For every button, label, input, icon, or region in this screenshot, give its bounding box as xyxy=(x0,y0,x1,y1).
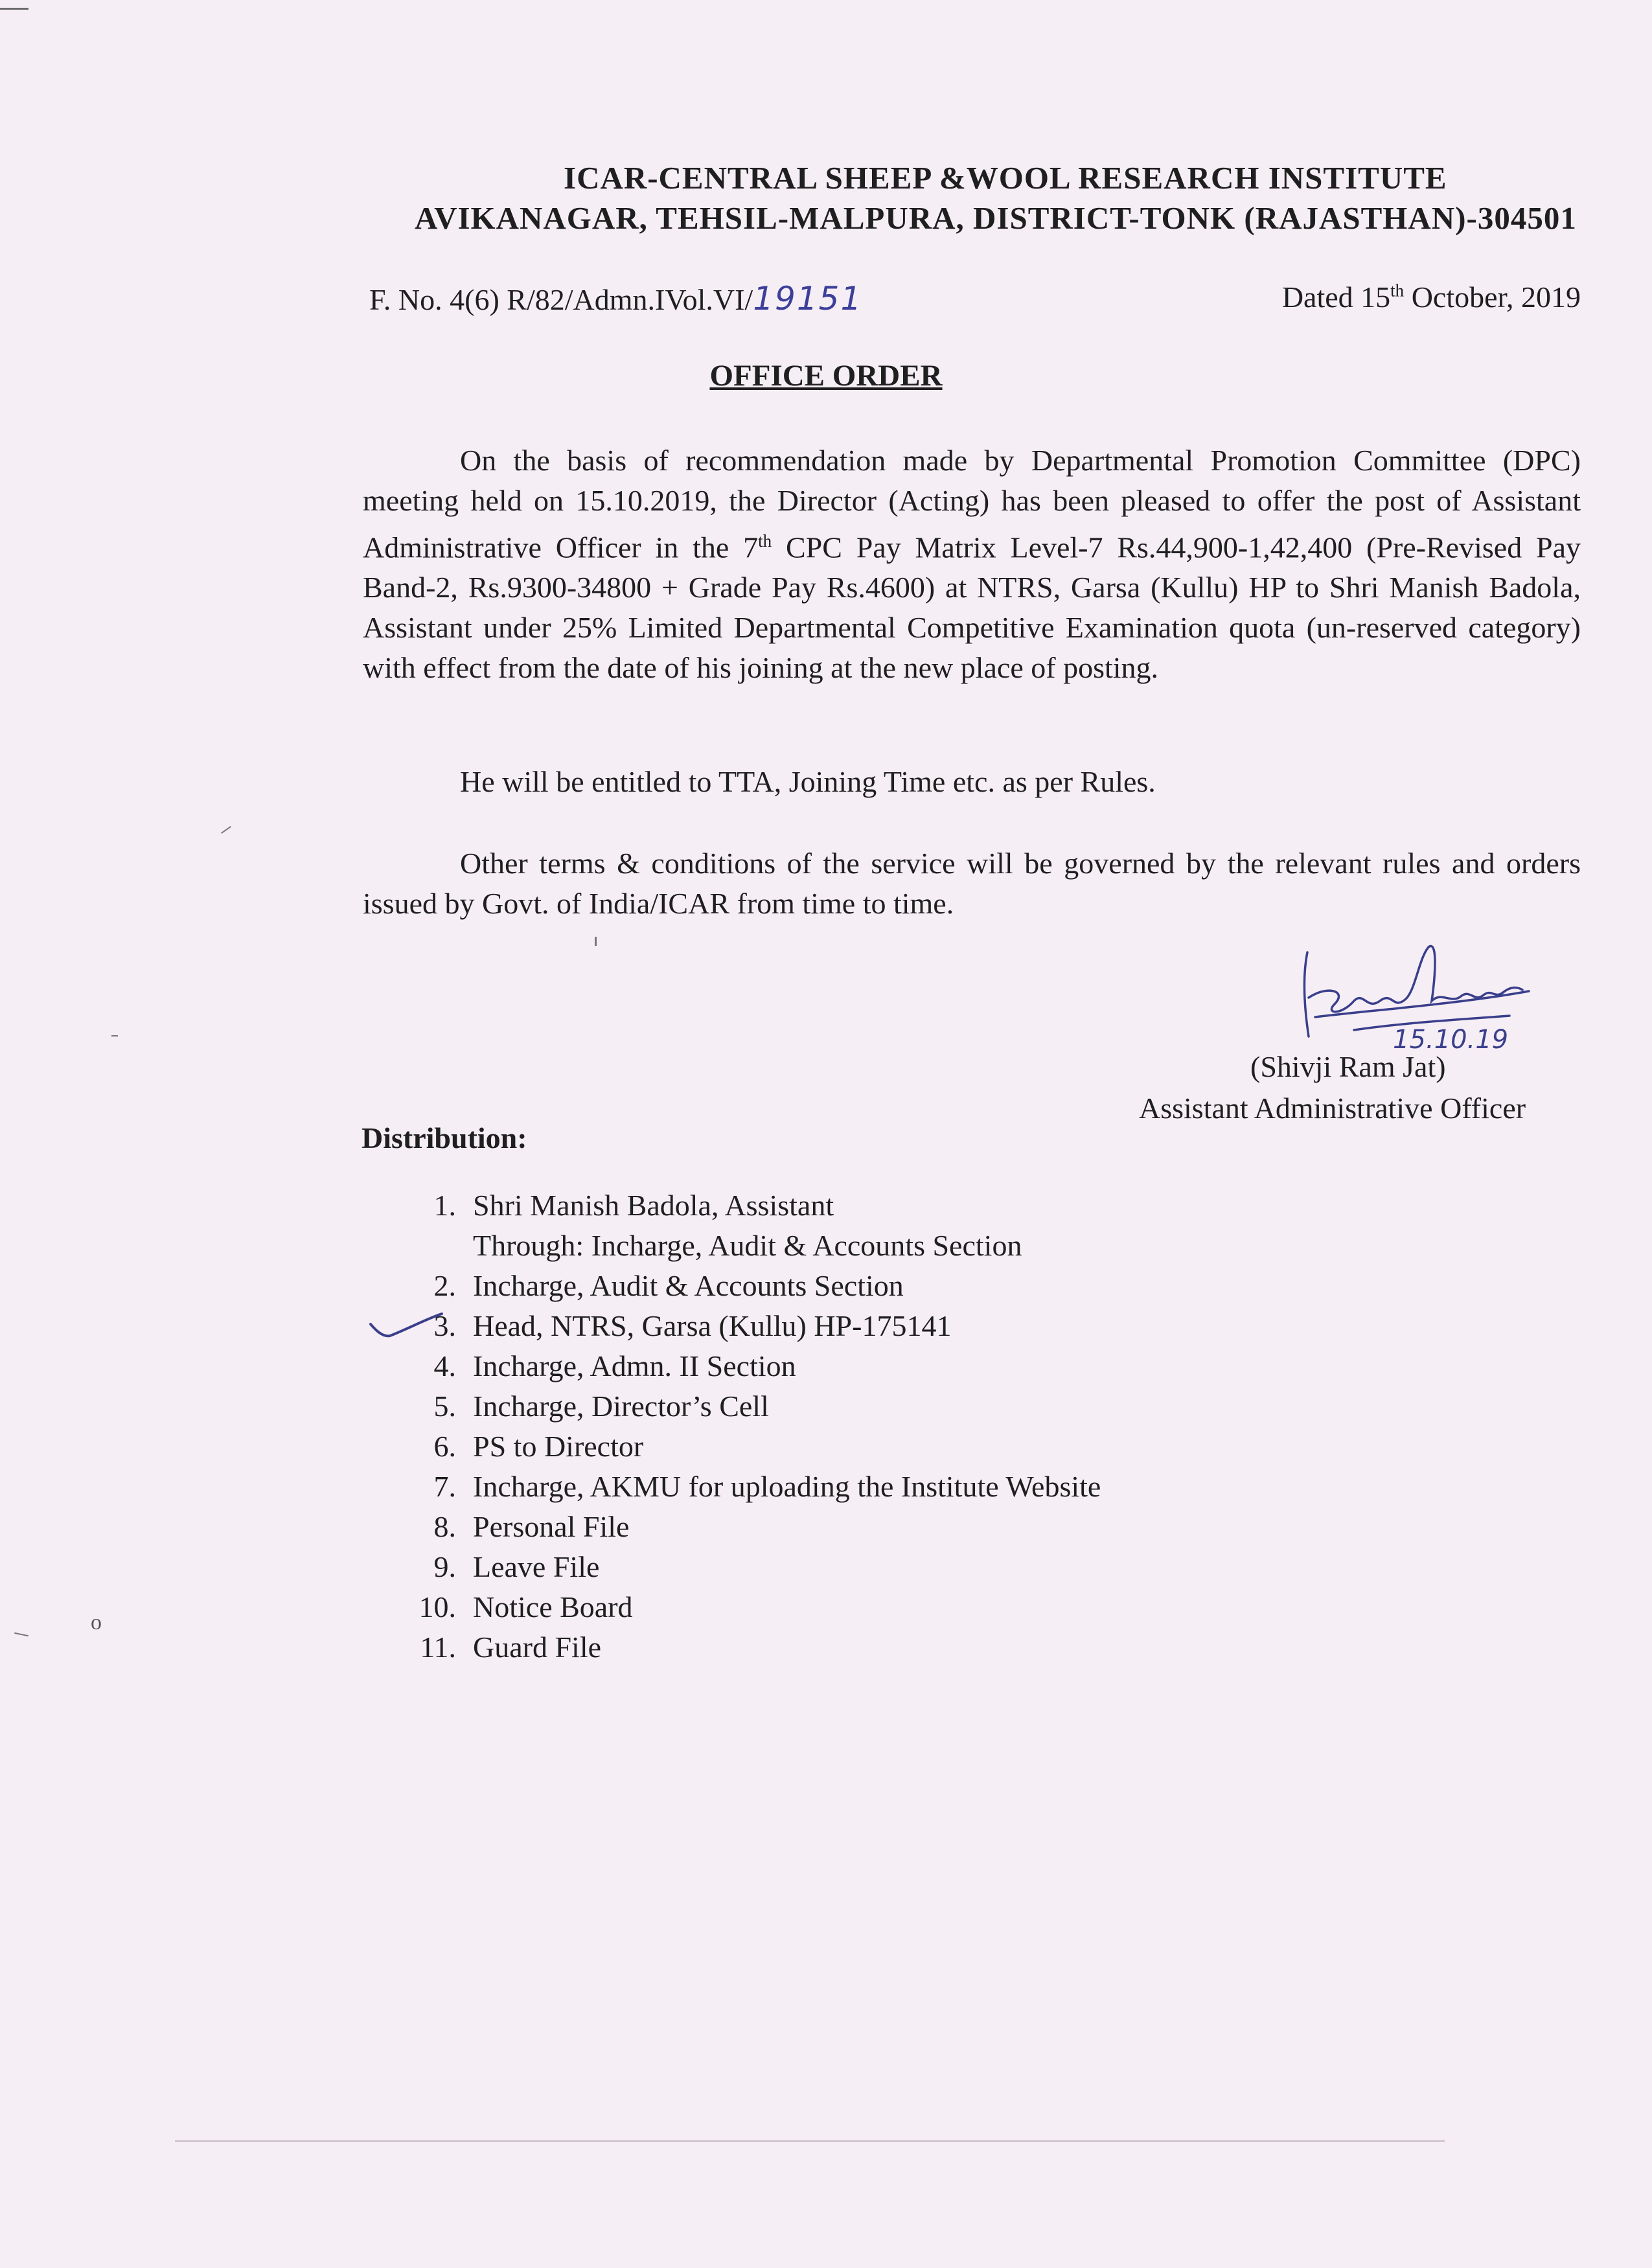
body-paragraph-1 xyxy=(363,441,1581,688)
distribution-item: 2. Incharge, Audit & Accounts Section xyxy=(433,1269,904,1302)
file-number xyxy=(369,280,862,317)
handwritten-signature xyxy=(1289,939,1548,1062)
signatory-designation: Assistant Administrative Officer xyxy=(1139,1092,1526,1125)
body-paragraph-2: He will be entitled to TTA, Joining Time etc. as per Rules. xyxy=(460,765,1156,798)
file-number-handwritten: 19151 xyxy=(753,280,863,317)
para1-part-b: CPC Pay Matrix Level-7 Rs.44,900-1,42,400 (Pre-Revised Pay Band-2, Rs.9300-34800 + Grade Pay Rs.4600) at NTRS, Garsa (Kullu) HP to Shri Manish Badola, Assistant under 25% Limited Departmental Competitive Examination quota (un-reserved category) with effect from the date of his joining at the new place of posting. xyxy=(363,531,1581,685)
distribution-item: 6. PS to Director xyxy=(433,1430,644,1463)
document-title: OFFICE ORDER xyxy=(709,359,943,393)
distribution-heading: Distribution: xyxy=(361,1121,527,1154)
distribution-item: 4. Incharge, Admn. II Section xyxy=(433,1349,796,1382)
margin-mark: o xyxy=(91,1610,102,1634)
distribution-list xyxy=(408,1186,1101,1667)
handwritten-tick-icon xyxy=(368,1310,446,1342)
distribution-item: 5. Incharge, Director’s Cell xyxy=(433,1390,769,1423)
distribution-item: 1. Shri Manish Badola, Assistant Through: Incharge, Audit & Accounts Section xyxy=(433,1189,1022,1262)
scan-edge-mark xyxy=(0,8,29,10)
para1-part-a: On the basis of recommendation made by Departmental Promotion Committee (DPC) meeting held on 15.10.2019, the Director (Acting) has been pleased to offer the post of Assistant Administrative Officer in the 7 xyxy=(363,444,1581,564)
scan-speck xyxy=(595,937,597,946)
para1-ordinal: th xyxy=(758,531,772,551)
scan-speck xyxy=(111,1035,118,1037)
distribution-item: 8. Personal File xyxy=(433,1510,630,1543)
scan-speck xyxy=(14,1632,29,1637)
file-number-prefix: F. No. 4(6) R/82/Admn.IVol.VI/ xyxy=(369,283,753,316)
distribution-item: 10. Notice Board xyxy=(419,1590,633,1623)
date-ordinal: th xyxy=(1390,281,1405,301)
signature-date: 15.10.19 xyxy=(1393,1025,1509,1055)
scan-speck xyxy=(221,826,231,834)
distribution-item: 11. Guard File xyxy=(420,1631,602,1664)
body-paragraph-3: Other terms & conditions of the service will be governed by the relevant rules and orders issued by Govt. of India/ICAR from time to time. xyxy=(363,847,1581,920)
institute-address: AVIKANAGAR, TEHSIL-MALPURA, DISTRICT-TONK (RAJASTHAN)-304501 xyxy=(415,200,1577,236)
signatory-name: (Shivji Ram Jat) xyxy=(1250,1050,1446,1083)
distribution-item: 7. Incharge, AKMU for uploading the Institute Website xyxy=(433,1470,1101,1503)
institute-name: ICAR-CENTRAL SHEEP &WOOL RESEARCH INSTITUTE xyxy=(564,160,1447,196)
date-prefix: Dated 15 xyxy=(1281,281,1391,314)
distribution-item: 3. Head, NTRS, Garsa (Kullu) HP-175141 xyxy=(408,1306,1101,1346)
date-suffix: October, 2019 xyxy=(1404,281,1581,314)
order-date xyxy=(1282,280,1581,314)
distribution-item: 9. Leave File xyxy=(433,1550,600,1583)
scan-bottom-line xyxy=(175,2140,1445,2142)
